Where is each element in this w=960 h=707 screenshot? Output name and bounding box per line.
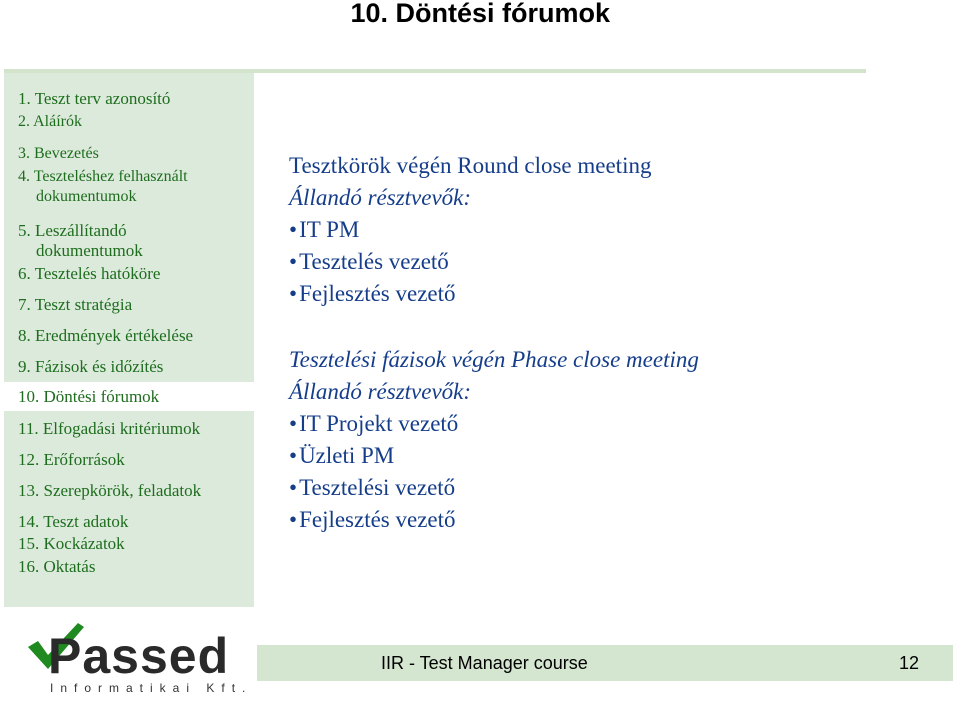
agenda-item-label: 13. Szerepkörök, feladatok (18, 481, 202, 500)
spacer (289, 310, 929, 344)
agenda-item-1[interactable] (18, 89, 170, 109)
agenda-item-label: 12. Erőforrások (18, 450, 125, 469)
agenda-item-8[interactable] (18, 326, 193, 346)
agenda-item-6[interactable] (18, 264, 160, 284)
phase-close-heading: Tesztelési fázisok végén Phase close meeting (289, 347, 699, 372)
agenda-item-4[interactable] (18, 167, 188, 207)
agenda-item-12[interactable] (18, 450, 125, 470)
agenda-item-label: 7. Teszt stratégia (18, 295, 133, 314)
participant-bullet: • Fejlesztés vezető (289, 278, 929, 310)
participant-bullet: • IT Projekt vezető (289, 408, 929, 440)
agenda-item-11[interactable] (18, 419, 200, 439)
page-number: 12 (898, 653, 919, 673)
participant-bullet: • Fejlesztés vezető (289, 504, 929, 536)
round-close-heading: Tesztkörök végén Round close meeting (289, 153, 652, 178)
participant-bullet: • Tesztelés vezető (289, 246, 929, 278)
agenda-item-2[interactable] (18, 112, 82, 132)
course-name: IIR - Test Manager course (381, 653, 588, 673)
agenda-item-label: 14. Teszt adatok (18, 512, 129, 531)
company-logo (20, 621, 253, 697)
agenda-sidebar (4, 73, 254, 607)
agenda-item-label: 6. Tesztelés hatóköre (18, 264, 161, 283)
agenda-item-10-current[interactable] (4, 382, 260, 411)
agenda-item-label: 3. Bevezetés (18, 145, 99, 162)
agenda-item-label: 1. Teszt terv azonosító (18, 89, 171, 108)
participant-bullet: • Üzleti PM (289, 440, 929, 472)
agenda-item-13[interactable] (18, 481, 201, 501)
agenda-item-5[interactable] (18, 221, 143, 261)
page-title: 10. Döntési fórumok (350, 0, 610, 28)
agenda-item-9[interactable] (18, 357, 163, 377)
participant-bullet: • Tesztelési vezető (289, 472, 929, 504)
agenda-item-label: 2. Aláírók (18, 113, 82, 130)
agenda-item-7[interactable] (18, 295, 132, 315)
agenda-item-3[interactable] (18, 144, 99, 164)
agenda-item-label: 15. Kockázatok (18, 534, 125, 553)
agenda-item-label: 9. Fázisok és időzítés (18, 357, 164, 376)
agenda-item-14[interactable] (18, 512, 128, 532)
agenda-item-label-cont: dokumentumok (36, 241, 143, 260)
slide-content (289, 150, 929, 536)
agenda-item-label-cont: dokumentumok (36, 188, 137, 205)
agenda-item-label: 4. Teszteléshez felhasznált (18, 168, 188, 185)
permanent-participants-label: Állandó résztvevők: (289, 379, 472, 404)
logo-subtitle: Informatikai Kft. (50, 681, 253, 695)
agenda-item-label: 5. Leszállítandó (18, 221, 127, 240)
agenda-item-label: 10. Döntési fórumok (18, 387, 160, 406)
permanent-participants-label: Állandó résztvevők: (289, 185, 472, 210)
agenda-item-15[interactable] (18, 534, 125, 554)
logo-wordmark: Passed (48, 628, 230, 684)
participant-bullet: • IT PM (289, 214, 929, 246)
agenda-item-label: 8. Eredmények értékelése (18, 326, 194, 345)
agenda-item-label: 16. Oktatás (18, 557, 96, 576)
agenda-item-16[interactable] (18, 557, 95, 577)
footer-bar (257, 645, 953, 681)
agenda-item-label: 11. Elfogadási kritériumok (18, 419, 201, 438)
